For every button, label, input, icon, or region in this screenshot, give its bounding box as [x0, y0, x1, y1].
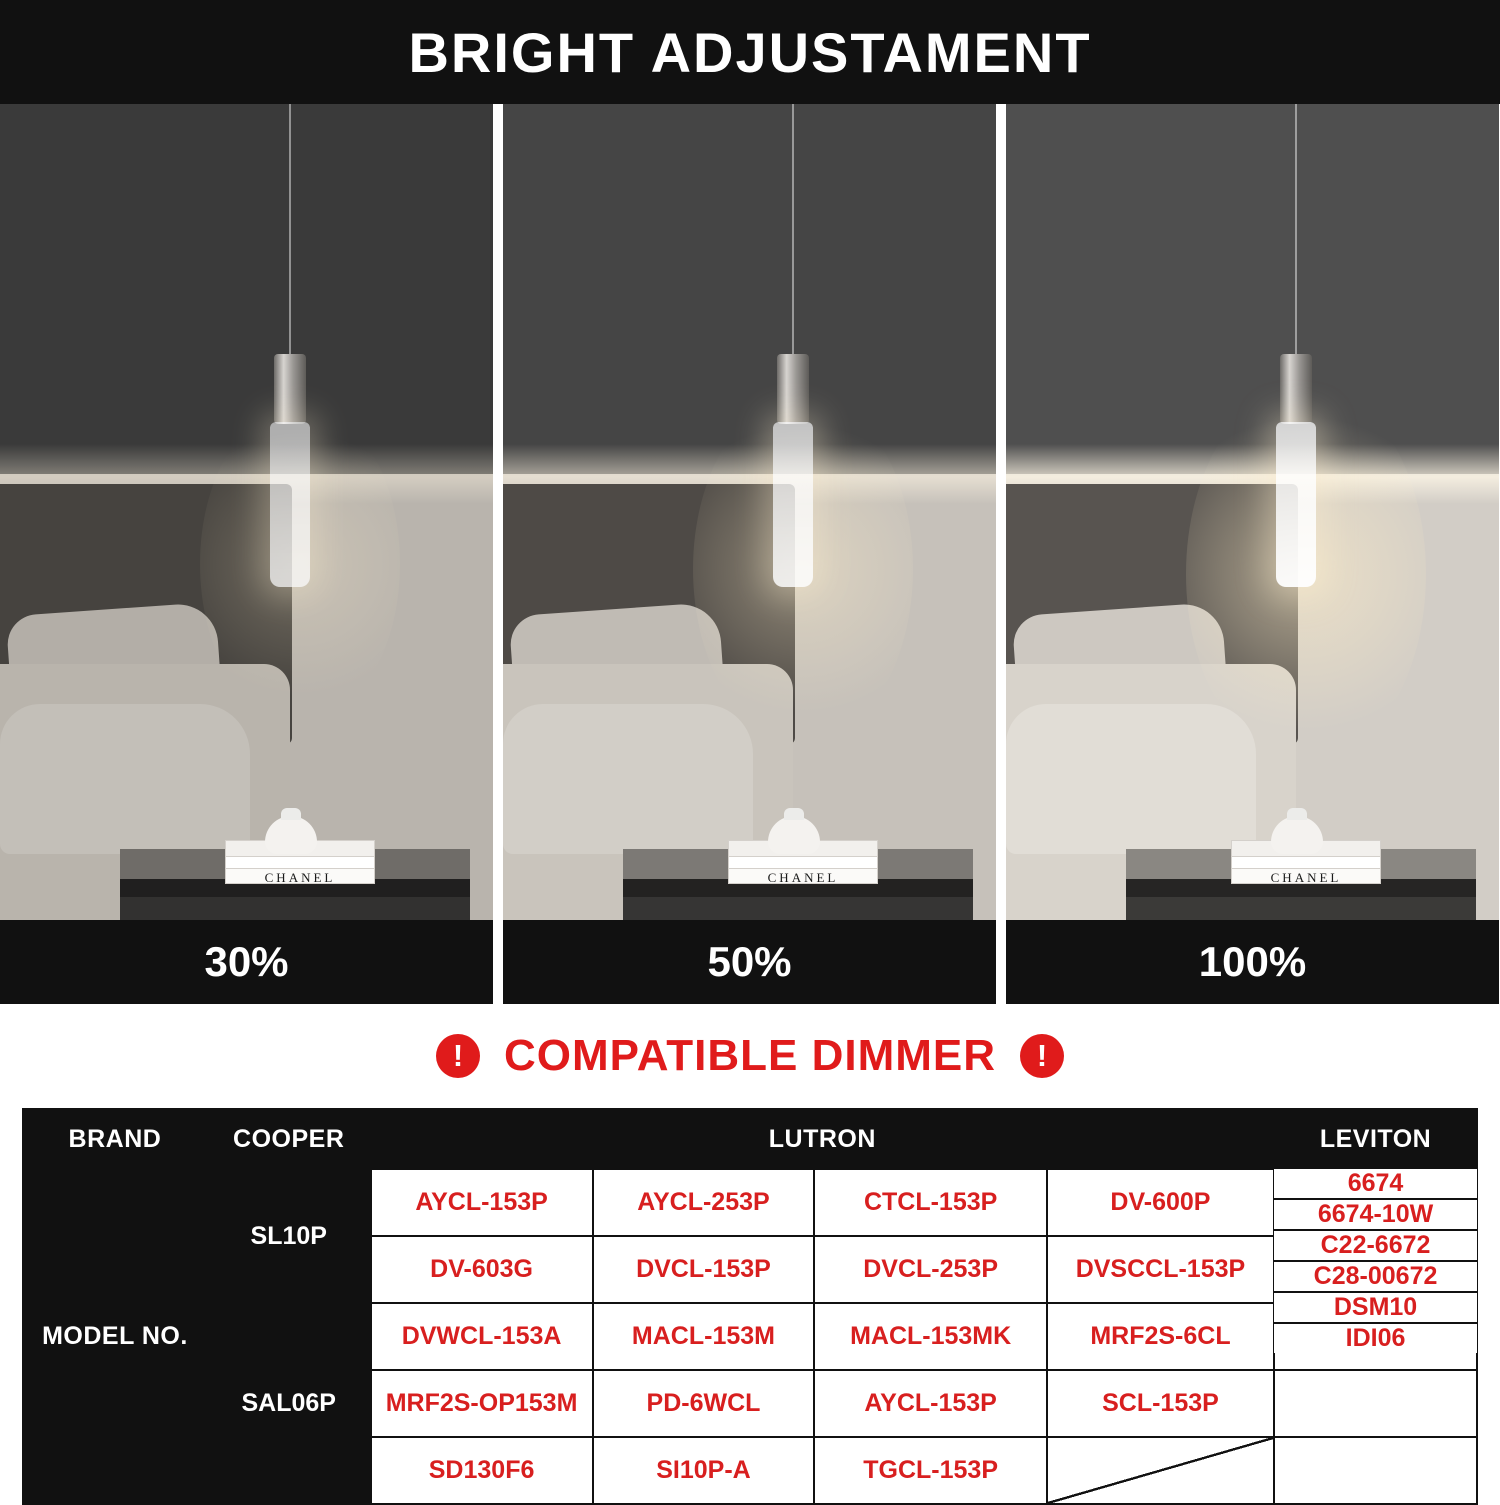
dimmer-compatibility-table: [22, 1108, 1478, 1505]
lutron-model: DVSCCL-153P: [1047, 1236, 1274, 1303]
compatible-dimmer-heading: [0, 1020, 1500, 1092]
lamp-metal-cap: [777, 354, 809, 424]
lutron-model: DV-603G: [371, 1236, 593, 1303]
lutron-model: SD130F6: [371, 1437, 593, 1504]
lamp-metal-cap: [274, 354, 306, 424]
leviton-model: IDI06: [1345, 1324, 1406, 1352]
header-cooper: COOPER: [207, 1109, 371, 1169]
brightness-comparison-row: [0, 104, 1500, 1004]
caption-bar-100: [1006, 920, 1499, 1004]
lutron-model: DVCL-253P: [814, 1236, 1046, 1303]
bedroom-scene-100: [1006, 104, 1499, 1004]
bedroom-scene-30: [0, 104, 493, 1004]
pendant-cord: [792, 104, 794, 354]
wall-upper: [0, 104, 493, 474]
exclamation-icon: !: [1020, 1034, 1064, 1078]
leviton-model: [1274, 1437, 1477, 1504]
book-title: CHANEL: [264, 870, 336, 885]
brightness-caption: 30%: [204, 938, 289, 985]
vase-neck: [784, 808, 804, 820]
brightness-caption: 50%: [707, 938, 792, 985]
cooper-model-sl10p: SL10P: [207, 1169, 371, 1303]
caption-bar-30: [0, 920, 493, 1004]
table-row: [23, 1169, 1477, 1236]
header-lutron: LUTRON: [371, 1109, 1274, 1169]
brightness-caption: 100%: [1198, 938, 1307, 985]
lutron-model: DV-600P: [1047, 1169, 1274, 1236]
table-header-row: [23, 1109, 1477, 1169]
header-banner: [0, 0, 1500, 104]
lutron-model: MACL-153M: [593, 1303, 815, 1370]
lutron-model: AYCL-253P: [593, 1169, 815, 1236]
vase-neck: [1287, 808, 1307, 820]
lutron-model: DVCL-153P: [593, 1236, 815, 1303]
dimmer-table-wrapper: [22, 1108, 1478, 1503]
photo-card-50: [503, 104, 996, 1004]
lutron-model: SI10P-A: [593, 1437, 815, 1504]
pendant-cord: [1295, 104, 1297, 354]
leviton-model: 6674: [1274, 1169, 1477, 1200]
lutron-model: SCL-153P: [1047, 1370, 1274, 1437]
leviton-model: C22-6672: [1274, 1231, 1477, 1262]
pillow-front: [503, 704, 753, 854]
lutron-model: AYCL-153P: [371, 1169, 593, 1236]
table-row: [23, 1303, 1477, 1370]
dimmer-section-title: COMPATIBLE DIMMER: [504, 1031, 996, 1080]
leviton-model: DSM10: [1274, 1293, 1477, 1324]
empty-cell-diagonal: [1047, 1437, 1274, 1504]
lutron-model: MRF2S-6CL: [1047, 1303, 1274, 1370]
lamp-glass-tube: [773, 422, 813, 587]
row-header-model-no: MODEL NO.: [23, 1169, 207, 1504]
lamp-metal-cap: [1280, 354, 1312, 424]
pendant-cord: [289, 104, 291, 354]
exclamation-icon: !: [436, 1034, 480, 1078]
photo-card-30: [0, 104, 493, 1004]
photo-card-100: [1006, 104, 1499, 1004]
pillow-front: [0, 704, 250, 854]
lutron-model: TGCL-153P: [814, 1437, 1046, 1504]
page-title: BRIGHT ADJUSTAMENT: [408, 20, 1092, 84]
lutron-model: MRF2S-OP153M: [371, 1370, 593, 1437]
lutron-model: MACL-153MK: [814, 1303, 1046, 1370]
leviton-model: [1274, 1370, 1477, 1437]
pillow-front: [1006, 704, 1256, 854]
lutron-model: AYCL-153P: [814, 1370, 1046, 1437]
book-title: CHANEL: [767, 870, 839, 885]
lamp-glass-tube: [270, 422, 310, 587]
caption-bar-50: [503, 920, 996, 1004]
lutron-model: CTCL-153P: [814, 1169, 1046, 1236]
lutron-model: DVWCL-153A: [371, 1303, 593, 1370]
lutron-model: PD-6WCL: [593, 1370, 815, 1437]
lamp-glass-tube: [1276, 422, 1316, 587]
leviton-model: C28-00672: [1274, 1262, 1477, 1293]
header-brand: BRAND: [23, 1109, 207, 1169]
vase-neck: [281, 808, 301, 820]
leviton-column: [1274, 1169, 1477, 1353]
cooper-model-sal06p: SAL06P: [207, 1303, 371, 1504]
book-title: CHANEL: [1270, 870, 1342, 885]
header-leviton: LEVITON: [1274, 1109, 1477, 1169]
bedroom-scene-50: [503, 104, 996, 1004]
leviton-model: 6674-10W: [1274, 1200, 1477, 1231]
